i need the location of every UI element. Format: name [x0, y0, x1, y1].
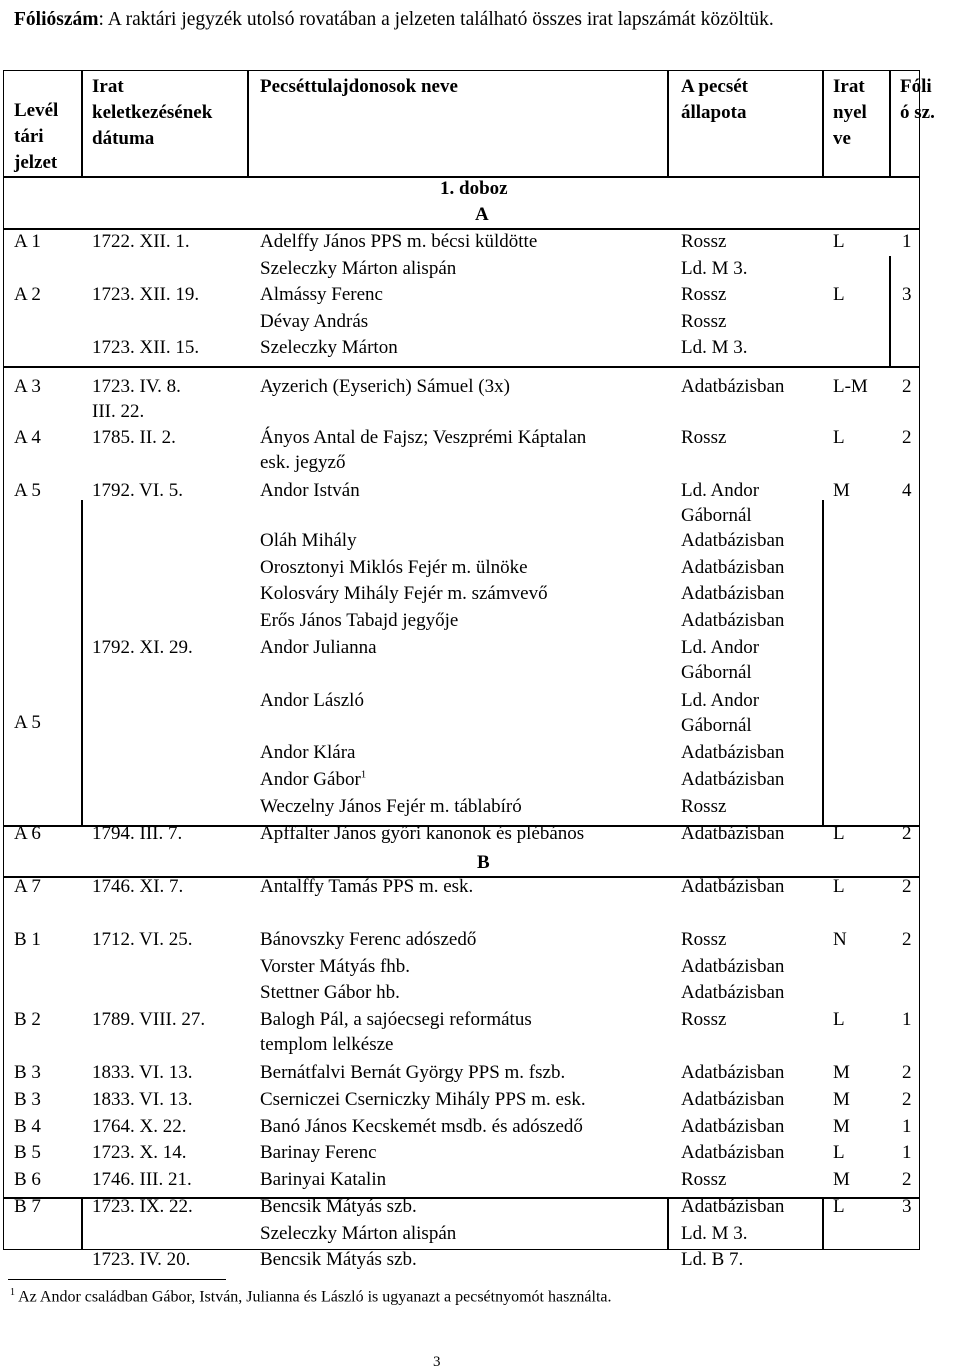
cell-language: M: [833, 1116, 850, 1137]
cell-signature: A 4: [14, 427, 41, 448]
cell-state: Adatbázisban: [681, 769, 785, 790]
page-number: 3: [433, 1354, 441, 1370]
cell-date: 1794. III. 7.: [92, 823, 183, 844]
header-col2: Irat keletkezésének dátuma: [92, 76, 213, 149]
col-divider: [889, 70, 891, 176]
col-divider: [81, 70, 83, 176]
cell-folio: 1: [902, 1142, 912, 1163]
cell-folio: 2: [902, 823, 912, 844]
col-divider: [81, 1197, 83, 1250]
cell-state-line2: Gábornál: [681, 715, 752, 736]
cell-name: Apffalter János győri kanonok és plébános: [260, 823, 585, 844]
cell-name: Bánovszky Ferenc adószedő: [260, 929, 477, 950]
cell-language: L: [833, 427, 845, 448]
cell-state: Rossz: [681, 427, 727, 448]
col-divider: [667, 70, 669, 176]
cell-state: Adatbázisban: [681, 876, 785, 897]
col-divider: [81, 500, 83, 825]
cell-state: Adatbázisban: [681, 1062, 785, 1083]
cell-language: L: [833, 284, 845, 305]
cell-state: Rossz: [681, 231, 727, 252]
cell-language: L: [833, 231, 845, 252]
cell-name: Weczelny János Fejér m. táblabíró: [260, 796, 522, 817]
cell-signature: B 1: [14, 929, 41, 950]
cell-name: Balogh Pál, a sajóecsegi református: [260, 1009, 532, 1030]
cell-signature: B 3: [14, 1062, 41, 1083]
footnote-rule: [8, 1279, 226, 1280]
cell-date-line2: III. 22.: [92, 401, 145, 422]
cell-signature: B 3: [14, 1089, 41, 1110]
cell-signature: B 5: [14, 1142, 41, 1163]
col-divider: [667, 1197, 669, 1250]
footnote-ref: 1: [360, 768, 367, 781]
cell-name: Antalffy Tamás PPS m. esk.: [260, 876, 474, 897]
cell-state: Adatbázisban: [681, 530, 785, 551]
footnote-text: Az Andor családban Gábor, István, Julianna és László is ugyanazt a pecsétnyomót használta.: [15, 1288, 612, 1306]
cell-name: Barinay Ferenc: [260, 1142, 377, 1163]
cell-date: 1792. XI. 29.: [92, 637, 193, 658]
cell-folio: 2: [902, 929, 912, 950]
cell-signature: A 7: [14, 876, 41, 897]
cell-signature: A 3: [14, 376, 41, 397]
cell-date: 1833. VI. 13.: [92, 1062, 193, 1083]
cell-language: M: [833, 1062, 850, 1083]
cell-date: 1723. X. 14.: [92, 1142, 187, 1163]
cell-language: N: [833, 929, 847, 950]
cell-state: Adatbázisban: [681, 956, 785, 977]
section-doboz: 1. doboz: [440, 178, 508, 199]
cell-state: Adatbázisban: [681, 823, 785, 844]
cell-folio: 3: [902, 1196, 912, 1217]
cell-signature: A 2: [14, 284, 41, 305]
cell-folio: 1: [902, 1009, 912, 1030]
cell-name: Stettner Gábor hb.: [260, 982, 400, 1003]
cell-date: 1723. XII. 15.: [92, 337, 200, 358]
col-divider: [822, 70, 824, 176]
cell-language: M: [833, 1169, 850, 1190]
cell-state: Rossz: [681, 311, 727, 332]
header-col3: Pecséttulajdonosok neve: [260, 76, 458, 97]
cell-state: Adatbázisban: [681, 376, 785, 397]
cell-folio: 2: [902, 427, 912, 448]
cell-state: Adatbázisban: [681, 982, 785, 1003]
cell-date: 1792. VI. 5.: [92, 480, 183, 501]
cell-folio: 4: [902, 480, 912, 501]
cell-signature: A 5: [14, 480, 41, 501]
cell-language: L-M: [833, 376, 868, 397]
cell-state: Rossz: [681, 929, 727, 950]
section-b: B: [477, 852, 490, 873]
footnote: [10, 1287, 612, 1307]
cell-language: M: [833, 1089, 850, 1110]
cell-name: Oláh Mihály: [260, 530, 357, 551]
col-divider: [822, 500, 824, 825]
cell-name: Bencsik Mátyás szb.: [260, 1196, 417, 1217]
cell-name: Vorster Mátyás fhb.: [260, 956, 411, 977]
cell-state: Rossz: [681, 1169, 727, 1190]
col-divider: [889, 256, 891, 366]
cell-language: M: [833, 480, 850, 501]
cell-date: 1723. IV. 20.: [92, 1249, 191, 1270]
cell-folio: 2: [902, 1169, 912, 1190]
cell-state: Adatbázisban: [681, 1196, 785, 1217]
cell-state: Ld. B 7.: [681, 1249, 744, 1270]
cell-folio: 3: [902, 284, 912, 305]
cell-date: 1764. X. 22.: [92, 1116, 187, 1137]
cell-name: Ayzerich (Eyserich) Sámuel (3x): [260, 376, 510, 397]
cell-folio: 1: [902, 1116, 912, 1137]
cell-state: Ld. M 3.: [681, 337, 748, 358]
cell-name: Banó János Kecskemét msdb. és adószedő: [260, 1116, 583, 1137]
cell-name: Cserniczei Cserniczky Mihály PPS m. esk.: [260, 1089, 586, 1110]
cell-date: 1746. III. 21.: [92, 1169, 192, 1190]
col-divider: [822, 1197, 824, 1250]
cell-name: Kolosváry Mihály Fejér m. számvevő: [260, 583, 548, 604]
cell-language: L: [833, 1009, 845, 1030]
header-col1: Levél tári jelzet: [14, 100, 59, 173]
cell-name: Barinyai Katalin: [260, 1169, 387, 1190]
header-col6: Fóli ó sz.: [900, 76, 935, 123]
cell-state: Adatbázisban: [681, 583, 785, 604]
cell-state-line2: Gábornál: [681, 662, 752, 683]
cell-state: Ld. Andor: [681, 690, 760, 711]
cell-state: Ld. M 3.: [681, 258, 748, 279]
cell-folio: 2: [902, 876, 912, 897]
cell-folio: 2: [902, 376, 912, 397]
cell-state: Adatbázisban: [681, 1116, 785, 1137]
cell-name: Andor István: [260, 480, 360, 501]
cell-name: Ányos Antal de Fajsz; Veszprémi Káptalan: [260, 427, 587, 448]
cell-name: Adelffy János PPS m. bécsi küldötte: [260, 231, 538, 252]
cell-state: Rossz: [681, 796, 727, 817]
cell-signature: A 1: [14, 231, 41, 252]
cell-state-line2: Gábornál: [681, 505, 752, 526]
cell-language: L: [833, 876, 845, 897]
cell-name-line2: templom lelkésze: [260, 1034, 394, 1055]
cell-date: 1722. XII. 1.: [92, 231, 190, 252]
cell-language: L: [833, 1196, 845, 1217]
cell-name: Almássy Ferenc: [260, 284, 383, 305]
cell-name-line2: esk. jegyző: [260, 452, 346, 473]
cell-state: Adatbázisban: [681, 1089, 785, 1110]
cell-signature: B 2: [14, 1009, 41, 1030]
row-divider: [3, 228, 920, 230]
cell-signature: A 6: [14, 823, 41, 844]
cell-date: 1833. VI. 13.: [92, 1089, 193, 1110]
section-a: A: [475, 204, 489, 225]
cell-name: Szeleczky Márton: [260, 337, 398, 358]
cell-name: Szeleczky Márton alispán: [260, 258, 457, 279]
cell-folio: 2: [902, 1062, 912, 1083]
intro-term: Fóliószám: [14, 9, 99, 30]
cell-state: Adatbázisban: [681, 557, 785, 578]
cell-language: L: [833, 1142, 845, 1163]
cell-state: Rossz: [681, 284, 727, 305]
cell-date: 1723. IX. 22.: [92, 1196, 193, 1217]
cell-state: Adatbázisban: [681, 1142, 785, 1163]
cell-state: Ld. M 3.: [681, 1223, 748, 1244]
header-col4: A pecsét állapota: [681, 76, 749, 123]
row-divider: [3, 366, 920, 368]
cell-signature: B 4: [14, 1116, 41, 1137]
cell-folio: 1: [902, 231, 912, 252]
cell-signature: A 5: [14, 712, 41, 733]
cell-date: 1723. XII. 19.: [92, 284, 200, 305]
cell-name: Szeleczky Márton alispán: [260, 1223, 457, 1244]
header-col5: Irat nyel ve: [833, 76, 867, 149]
cell-date: 1723. IV. 8.: [92, 376, 181, 397]
intro-paragraph: [14, 3, 934, 37]
cell-name: Andor Julianna: [260, 637, 377, 658]
cell-folio: 2: [902, 1089, 912, 1110]
intro-text: : A raktári jegyzék utolsó rovatában a jelzeten található összes irat lapszámát közöltük.: [98, 9, 774, 30]
cell-date: 1789. VIII. 27.: [92, 1009, 206, 1030]
footnote-mark: 1: [10, 1287, 15, 1298]
cell-state: Adatbázisban: [681, 742, 785, 763]
cell-state: Ld. Andor: [681, 637, 760, 658]
cell-name: Orosztonyi Miklós Fejér m. ülnöke: [260, 557, 528, 578]
cell-name: Andor László: [260, 690, 364, 711]
cell-signature: B 7: [14, 1196, 41, 1217]
cell-state: Ld. Andor: [681, 480, 760, 501]
col-divider: [247, 70, 249, 176]
cell-date: 1712. VI. 25.: [92, 929, 193, 950]
cell-state: Adatbázisban: [681, 610, 785, 631]
cell-signature: B 6: [14, 1169, 41, 1190]
cell-name: Bencsik Mátyás szb.: [260, 1249, 417, 1270]
cell-state: Rossz: [681, 1009, 727, 1030]
cell-name: Andor Klára: [260, 742, 356, 763]
cell-name: Bernátfalvi Bernát György PPS m. fszb.: [260, 1062, 566, 1083]
cell-date: 1785. II. 2.: [92, 427, 176, 448]
cell-language: L: [833, 823, 845, 844]
cell-name: Dévay András: [260, 311, 369, 332]
cell-name: Erős János Tabajd jegyője: [260, 610, 459, 631]
cell-name: Andor Gábor$^1$: [260, 768, 367, 790]
cell-date: 1746. XI. 7.: [92, 876, 184, 897]
